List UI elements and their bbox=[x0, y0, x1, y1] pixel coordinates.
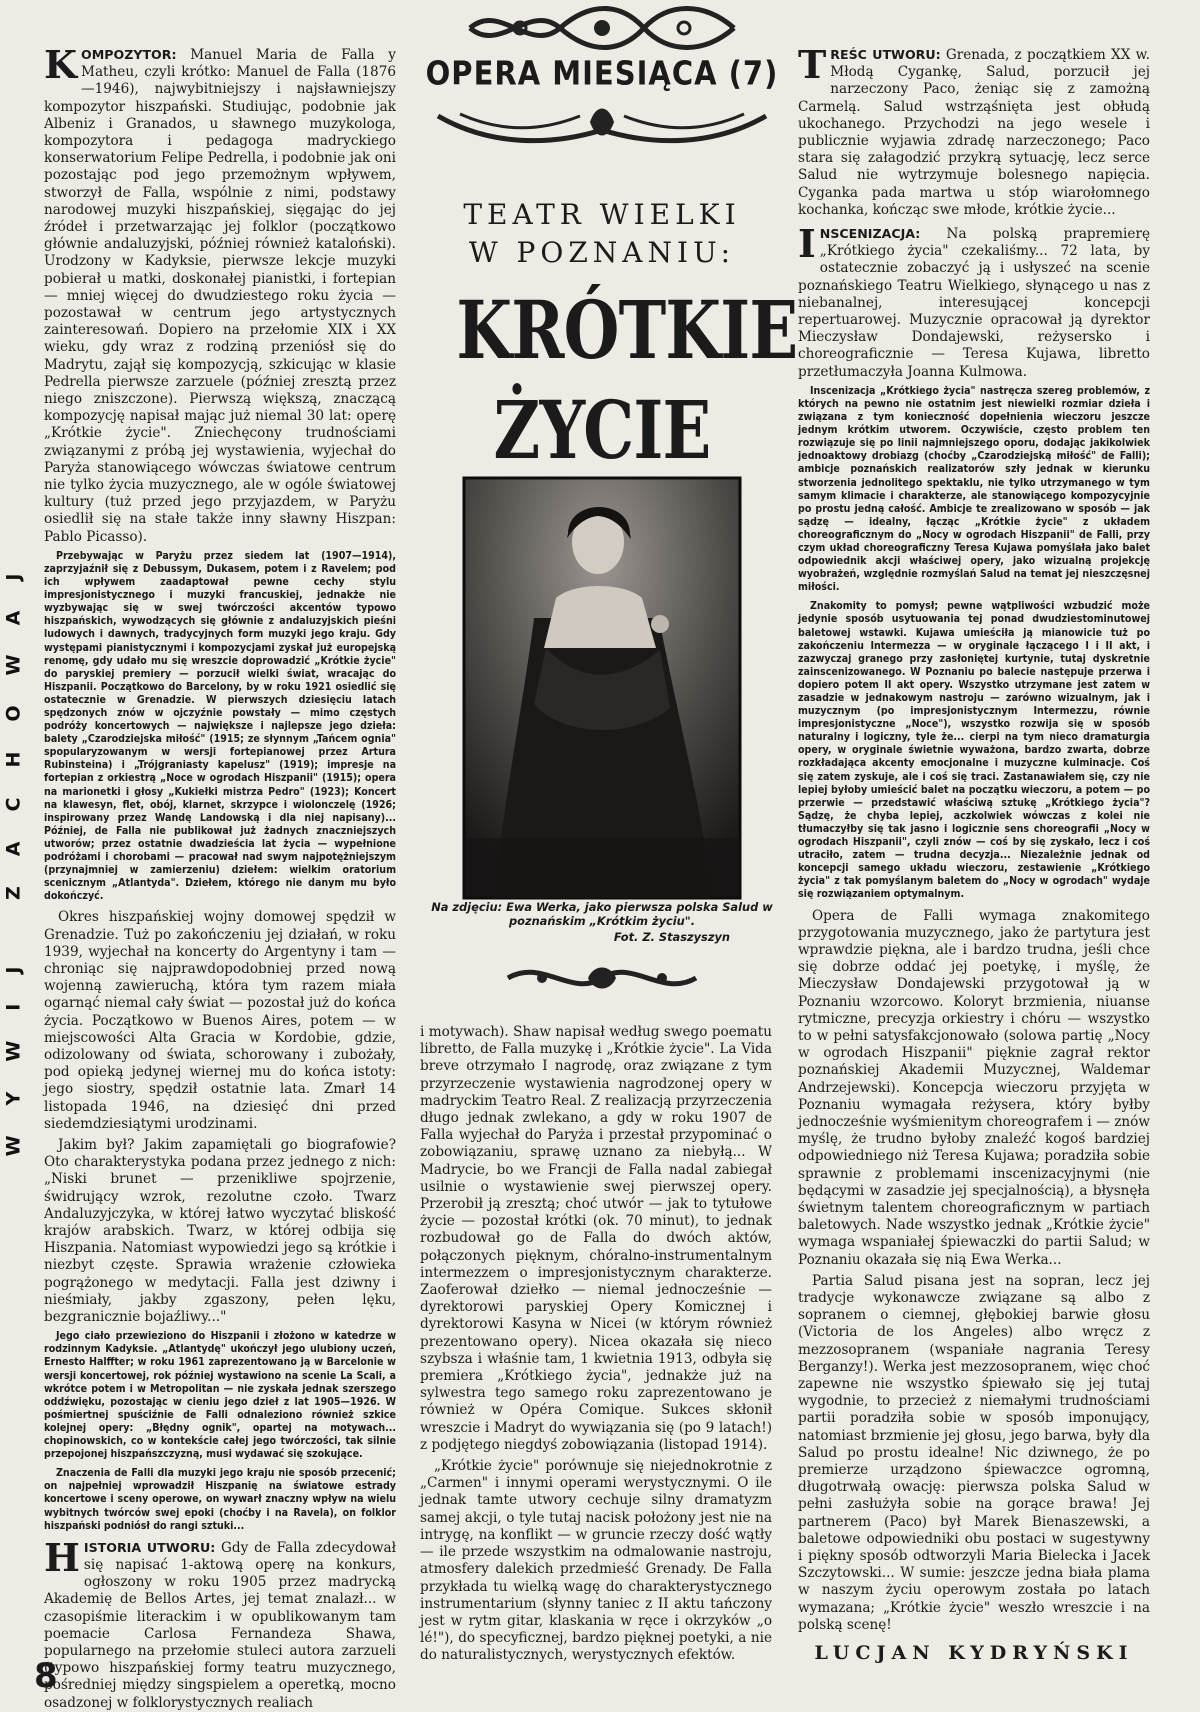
theatre-heading: TEATR WIELKI W POZNANIU: bbox=[463, 198, 741, 269]
staging-text: Na polską prapremierę „Krótkiego życia" czekaliśmy... 72 lata, by ostatecznie zobaczyć ją i usłyszeć na scenie poznańskiego Teatru Wielkiego, słynącego u nas z niebanalnej, interesującej koncepcji repertuarowej. Muzycznie opracował ją dyrektor Mieczysław Dondajewski, reżysersko i choreograficznie — Teresa Kujawa, libretto przetłumaczyła Joanna Kulmowa. bbox=[798, 226, 1150, 380]
left-column bbox=[44, 40, 396, 1711]
music-preparation-paragraph: Opera de Falli wymaga znakomitego przygotowania muzycznego, jako że partytura jest wprawdzie piękna, ale i bardzo trudna, jeśli chce się dobrze oddać jej poetykę, i myślę, że Mieczysław Dondajewski przygotował ją w Poznaniu wzorcowo. Koloryt brzmienia, niuanse rytmiczne, precyzja orkiestry i chóru — wszystko to w pełni satysfakcjonowało (solowa partię „Nocy w ogrodach Hiszpanii" pięknie zagrał rektor poznańskiej Akademii Muzycznej, Waldemar Andrzejewski). Koncepcja wieczoru przyjęta w Poznaniu wymagała reżysera, który byłby jednocześnie wyśmienitym choreografem i — znów myślę, że trudno byłoby znaleźć kogoś bardziej odpowiedniego niż Teresa Kujawa; poradziła sobie sprawnie z problemami inscenizacyjnymi (nie będącymi w zasadzie jej specjalnością), a błysnęła świetnym talentem choreograficznym w partiach baletowych. Nade wszystko jednak „Krótkie życie" wymaga wspaniałej śpiewaczki do partii Salud; w Poznaniu okazała się nią Ewa Werka... bbox=[798, 907, 1150, 1268]
composer-section bbox=[44, 42, 396, 546]
history-heading: ISTORIA UTWORU: bbox=[83, 1539, 216, 1555]
history-section bbox=[44, 1534, 396, 1712]
photo-credit: Fot. Z. Staszyszyn bbox=[613, 930, 730, 944]
staging-note-ballet: Znakomity to pomysł; pewne wątpliwości wzbudzić może jedynie sposób usytuowania tej ponad dwudziestominutowej baletowej wstawki. Kujawa umieściła ją mianowicie tuż po zakończeniu Intermezza — w oryginale łączącego I i II akt, i zazwyczaj granego przy zasłoniętej kurtynie, tutaj dyskretnie zainscenizowanego. W Poznaniu po balecie następuje przerwa i dopiero potem II akt opery. Wszystko utrzymane jest zatem w zasadzie w jednakowym nastroju — zarówno wizualnym, jak i muzycznym (po impresjonistycznym Intermezzu, równie impresjonistyczne „Noce"), wszystko rozwija się w sposób naturalny i logiczny, tyle że... cierpi na tym nieco dramaturgia opery, w oryginale świetnie wyważona, bardzo zwarta, dobrze rozkładająca akcenty emocjonalne i muzyczne kulminacje. Coś się zatem zyskuje, ale i coś się traci. Zastanawiałem się, czy nie lepiej byłoby umieścić balet na początku wieczoru, a potem — po przerwie — przedstawić właściwą sztukę „Krótkiego życia"? Sądzę, że chyba lepiej, aczkolwiek wówczas z kolei nie tłumaczyłby się tak jasno i logicznie sens choreografii „Nocy w ogrodach Hiszpanii", czyli znów — coś by się zyskało, lecz i coś utraciło, zatem — trudna decyzja... Niezależnie jednak od koncepcji samego układu wieczoru, zestawienie „Krótkiego życia" z tak pomyślanym baletem do „Nocy w ogrodach" wydaje się rozwiązaniem optymalnym. bbox=[798, 600, 1150, 901]
side-label bbox=[2, 160, 24, 1540]
comparison-paragraph: „Krótkie życie" porównuje się niejednokrotnie z „Carmen" i innymi operami werystycznymi. O ile jednak tamte utwory cechuje silny dramatyzm samej akcji, o tyle tutaj nacisk położony jest nie na intrygę, na konflikt — w gruncie rzeczy dość wątły — ile przede wszystkim na odmalowanie nastroju, atmosfery dalekich przedmieść Grenady. De Falla przykłada tu wielką wagę do charakterystycznego instrumentarium (słynny taniec z II aktu tańczony jest w rytm gitar, klaskania w ręce i okrzyków „o lé!"), do specyficznej, bardzo pięknej poetyki, a nie do naturalistycznych, werystycznych efektów. bbox=[420, 1458, 772, 1664]
page-number: 8 bbox=[34, 1656, 58, 1696]
photo-caption: Na zdjęciu: Ewa Werka, jako pierwsza polska Salud w poznańskim „Krótkim życiu". bbox=[431, 900, 773, 928]
history-drop-cap: H bbox=[44, 1534, 80, 1580]
plot-text: Grenada, z początkiem XX w. Młodą Cygankę, Salud, porzucił jej narzeczony Paco, żeniąc się z zamożną Carmelą. Salud wstrząśnięta jest obłudą ukochanego. Przychodzi na jego wesele i publicznie wyjawia zdradę narzeczonego; Paco stara się załagodzić przykrą sytuację, lecz serce Salud nie wytrzymuje bolesnego napięcia. Cyganka pada martwa u stóp wiarołomnego kochanka, kończąc swe młode, krótkie życie... bbox=[798, 47, 1150, 218]
performer-photo bbox=[464, 478, 740, 898]
top-ornament bbox=[460, 2, 744, 54]
plot-drop-cap: T bbox=[798, 42, 827, 87]
section-ornament bbox=[502, 954, 702, 1002]
plot-section bbox=[798, 42, 1150, 219]
side-label-text: WYWIJ ZACHOWAJ bbox=[2, 543, 25, 1157]
header-ornament bbox=[430, 96, 774, 150]
composer-note-paris: Przebywając w Paryżu przez siedem lat (1907—1914), zaprzyjaźnił się z Debussym, Dukasem, potem i z Ravelem; pod ich wpływem zaadaptował pewne cechy stylu impresjonistycznego i muzyki francuskiej, jednakże nie wyzbywając się w swej twórczości akcentów typowo hiszpańskich, wywodzących się głównie z andaluzyjskich pieśni ludowych i dawnych, tradycyjnych form muzyki jego kraju. Gdy występami pianistycznymi i kompozycjami zyskał już europejską renomę, gdy udało mu się wreszcie doprowadzić „Krótkie życie" do paryskiej premiery — porzucił wielki świat, wracając do Hiszpanii. Początkowo do Barcelony, by w roku 1921 osiedlić się ostatecznie w Grenadzie. W pierwszych dziesięciu latach spędzonych znów w ojczyźnie powstały — mimo częstych podróży koncertowych — największe i najlepsze jego dzieła: balety „Czarodziejska miłość" (1915; ze słynnym „Tańcem ognia" spopularyzowanym w wersji fortepianowej przez Artura Rubinsteina) i „Trójgraniasty kapelusz" (1919); impresje na fortepian z orkiestrą „Noce w ogrodach Hiszpanii" (1915); opera na marionetki i głosy „Kukiełki mistrza Pedro" (1923); Koncert na klawesyn, flet, obój, klarnet, skrzypce i wiolonczelę (1926; inspirowany przez Wandę Landowską i dla niej napisany)... Później, de Falla nie publikował już żadnych znaczniejszych utworów; przez ostatnie dwadzieścia lat życia — wypełnione podróżami i chorobami — pracował nad swym najpotężniejszym (przynajmniej w zamierzeniu) dziełem: wielkim oratorium scenicznym „Atlantyda". Dziełem, którego nie danym mu było dokończyć. bbox=[44, 549, 396, 903]
staging-heading: NSCENIZACJA: bbox=[819, 226, 921, 242]
series-title: OPERA MIESIĄCA (7) bbox=[425, 53, 779, 93]
composer-exile-paragraph: Okres hiszpańskiej wojny domowej spędził w Grenadzie. Tuż po zakończeniu jej działań, w roku 1939, wyjechał na koncerty do Argentyny i tam — chroniąc się najprawdopodobniej przed nową wojenną zawieruchą, która tym razem miała ogarnąć niemal cały świat — pozostał już do końca życia. Początkowo w Buenos Aires, potem — w miejscowości Alta Gracia w Kordobie, gdzie, odizolowany od świata, schorowany i zubożały, pod opieką jedynej wiernej mu do końca istoty: jego siostry, spędził ostatnie lata. Zmarł 14 listopada 1946, na dziesięć dni przed siedemdziesiątymi urodzinami. bbox=[44, 909, 396, 1132]
composer-note-legacy: Znaczenia de Falli dla muzyki jego kraju nie sposób przecenić; on najpełniej wprowadził Hiszpanię na światowe estrady koncertowe i sceny operowe, on wywarł znaczny wpływ na wielu wybitnych twórców swej epoki (choćby i na Ravela), on folklor hiszpański podniósł do rangi sztuki... bbox=[44, 1467, 396, 1532]
staging-section bbox=[798, 221, 1150, 381]
history-continued-paragraph: i motywach). Shaw napisał według swego poematu libretto, de Falla muzykę i „Krótkie życie". La Vida breve otrzymało I nagrodę, oraz związane z tym przyrzeczenie wystawienia nagrodzonej opery w madryckim Teatro Real. Z realizacją przyrzeczenia długo jednak zwlekano, a gdy w roku 1907 de Falla wyjechał do Paryża i przestał przypominać o zobowiązaniu, sprawę uznano za niebyłą... W Madrycie, bo we Francji de Falla nadal zabiegał usilnie o wystawienie swej pierwszej opery. Przerobił ją zresztą; choć utwór — jak to tytułowe życie — pozostał krótki (ok. 70 minut), to jednak rozbudował go de Falla do dwóch aktów, połączonych pięknym, chóralno-instrumentalnym intermezzem o impresjonistycznym charakterze. Zaoferował dziełko — niemal jednocześnie — dyrektorowi paryskiej Opery Komicznej i dyrektorowi Kasyna w Nicei (w którym również prezentowano opery). Nicea okazała się nieco szybsza i właśnie tam, 1 kwietnia 1913, odbyła się premiera „Krótkiego życia", jednakże już na sylwestra tego samego roku zaprezentowano je również w Opéra Comique. Sukces skłonił wreszcie i Madryt do wywiązania się (po 9 latach!) z podjętego niegdyś zobowiązania (listopad 1914). bbox=[420, 1024, 772, 1453]
author-signature: LUCJAN KYDRYŃSKI bbox=[814, 1642, 1134, 1665]
composer-heading: OMPOZYTOR: bbox=[81, 47, 177, 62]
opera-title: KRÓTKIE ŻYCIE bbox=[456, 283, 798, 477]
right-column bbox=[798, 40, 1150, 1680]
staging-note-concept: Inscenizacja „Krótkiego życia" nastręcza szereg problemów, z których na pewno nie ostatnim jest niewielki rozmiar dzieła i związana z tym konieczność dopełnienia wieczoru jeszcze jednym krótkim utworem. Oczywiście, często problem ten rozwiązuje się po linii najmniejszego oporu, dodając jakikolwiek jednoaktowy drobiazg (choćby „Czarodziejską miłość" de Falli); ambicje poznańskich realizatorów szły jednak w kierunku stworzenia jednolitego spektaklu, nie tylko utrzymanego w tym samym klimacie i charakterze, ale stanowiącego kompozycyjnie po prostu jedną całość. Ambicje te zrealizowano w sposób — jak sądzę — idealny, łącząc „Krótkie życie" z układem choreograficznym do „Nocy w ogrodach Hiszpanii" de Falli, przy czym układ choreograficzny Teresa Kujawa pomyślała jako balet odpowiednik akcji właściwej opery, jako wizualną projekcję wyobrażeń, względnie rozmyślań Salud na temat jej nieszczęsnej miłości. bbox=[798, 384, 1150, 594]
history-text: Gdy de Falla zdecydował się napisać 1-aktową operę na konkurs, ogłoszony w roku 1905 przez madrycką Akademię de Bellos Artes, jej temat znalazł... w czasopiśmie literackim i w opublikowanym tam poemacie Carlosa Fernandeza Shawa, popularnego na przełomie stuleci autora zarzueli (typowo hiszpańskiej formy teatru muzycznego, pośredniej między singspielem a operetką, mocno osadzonej w folklorystycznych realiach bbox=[44, 1539, 396, 1711]
composer-portrait-paragraph: Jakim był? Jakim zapamiętali go biografowie? Oto charakterystyka podana przez jednego z nich: „Niski brunet — przenikliwe spojrzenie, świdrujący wzrok, rezolutne czoło. Twarz Andaluzyjczyka, w której łatwo wyczytać bliskość krajów arabskich. Twarz, w której odbija się Hiszpania. Natomiast wypowiedzi jego są krótkie i niezbyt częste. Sprawia wrażenie człowieka pogrążonego w medytacji. Falla jest dziwny i nieśmiały, jakby zgaszony, pełen lęku, bezgranicznie bojaźliwy..." bbox=[44, 1137, 396, 1326]
salud-role-paragraph: Partia Salud pisana jest na sopran, lecz jej tradycje wykonawcze związane są albo z sopranem o ciemnej, głębokiej barwie głosu (Victoria de los Angeles) albo wręcz z mezzosopranem (wspaniałe nagrania Teresy Berganzy!). Werka jest mezzosopranem, więc choć zapewne nie wszystko śpiewało się jej tutaj wygodnie, to przecież z niemałymi trudnościami partii poradziła sobie w sposób imponujący, natomiast brzmienie jej głosu, jego barwa, były dla Salud po prostu idealne! Nic dziwnego, że po premierze urządzono śpiewaczce ogromną, długotrwałą owację: pierwsza polska Salud w pełni zasłużyła sobie na gorące brawa! Jej partnerem (Paco) był Marek Bienaszewski, a baletowe odpowiedniki obu postaci w sugestywny i piękny sposób odtworzyli Maria Bielecka i Jacek Szczytowski... W sumie: jeszcze jedna biała plama w naszym życiu operowym została po latach wymazana; „Krótkie życie" weszło wreszcie i na polską scenę! bbox=[798, 1272, 1150, 1633]
composer-note-atlantida: Jego ciało przewieziono do Hiszpanii i złożono w katedrze w rodzinnym Kadyksie. „Atlantydę" ukończył jego ulubiony uczeń, Ernesto Halffter; w roku 1961 zaprezentowano ją w Barcelonie w wersji koncertowej, rok później wystawiono na scenie La Scali, a wkrótce potem i w Metropolitan — nie zyskała jednak szerszego oddźwięku, pozostając w cieniu jego dzieł z lat 1905—1926. W pośmiertnej spuściźnie de Falli odnaleziono również szkice kolejnej opery: „Błędny ognik", opartej na motywach... chopinowskich, co w kontekście całej jego twórczości, tak silnie przepojonej hiszpańszczyzną, musi wydawać się szokujące. bbox=[44, 1330, 396, 1461]
composer-text: Manuel Maria de Falla y Matheu, czyli krótko: Manuel de Falla (1876—1946), najwybitniejszy i najsławniejszy kompozytor hiszpański. Studiując, podobnie jak Albeniz i Granados, u sławnego muzykologa, kompozytora i pedagoga madryckiego konserwatorium Felipe Pedrella, i podobnie jak oni pozostając pod jego przemożnym wpływem, stworzył de Falla, wspólnie z nimi, podstawy narodowej muzyki hiszpańskiej, sięgając do jej źródeł i przetwarzając jej folklor (początkowo głównie andaluzyjski, później również kataloński). Urodzony w Kadyksie, pierwsze lekcje muzyki pobierał u matki, doskonałej pianistki, i fortepian — mniej więcej do dwudziestego roku życia — pozostawał w centrum jego artystycznych zainteresowań. Dopiero na przełomie XIX i XX wieku, gdy wraz z rodziną przeniósł się do Madrytu, zajął się kompozycją, szkicując w klasie Pedrella pierwsze zarzuele (później zresztą przez niego zniszczone). Pierwszą większą, znaczącą kompozycję napisał mając już niemal 30 lat: operę „Krótkie życie". Zniechęcony trudnościami związanymi z próbą jej wystawienia, wyjechał do Paryża stanowiącego wówczas światowe centrum nie tylko życia muzycznego, ale w ogóle światowej kultury (tuż przed jego przyjazdem, w Paryżu osiedlił się na stałe także inny sławny Hiszpan: Pablo Picasso). bbox=[44, 47, 396, 545]
middle-column bbox=[420, 0, 798, 1704]
plot-heading: REŚC UTWORU: bbox=[830, 47, 941, 62]
stage-photo-image bbox=[464, 478, 740, 898]
middle-text-block bbox=[420, 1024, 772, 1669]
composer-drop-cap: K bbox=[44, 42, 78, 87]
staging-drop-cap: I bbox=[798, 221, 816, 267]
